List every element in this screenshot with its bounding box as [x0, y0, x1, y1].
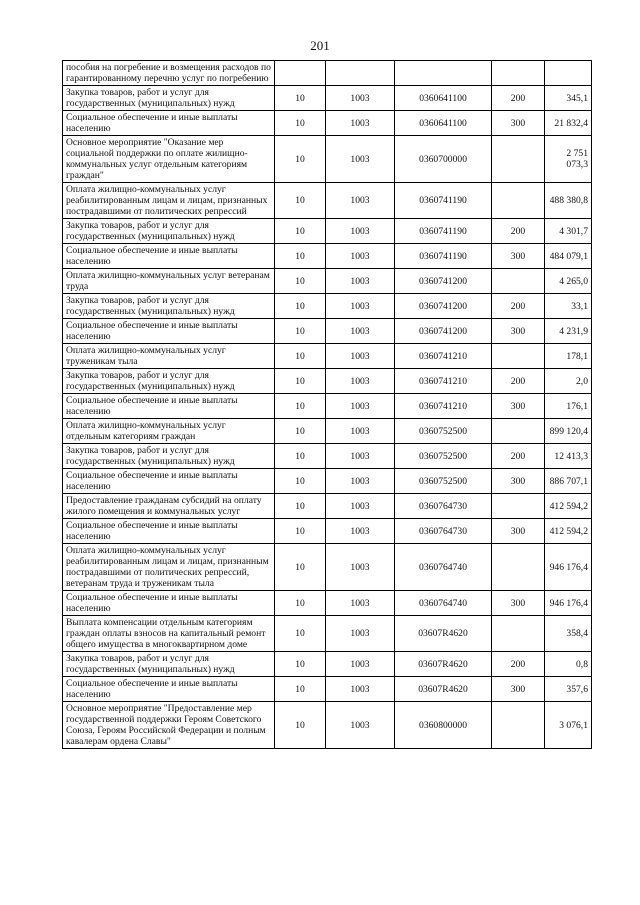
row-target-article-cell: 0360741190: [395, 219, 492, 244]
row-amount-cell: 4 265,0: [545, 269, 592, 294]
row-expense-type-cell: [492, 702, 545, 749]
row-amount-cell: 3 076,1: [545, 702, 592, 749]
row-name-cell: Закупка товаров, работ и услуг для государственных (муниципальных) нужд: [63, 369, 275, 394]
row-subsection-cell: 1003: [326, 394, 395, 419]
row-subsection-cell: 1003: [326, 469, 395, 494]
row-name-cell: Закупка товаров, работ и услуг для государственных (муниципальных) нужд: [63, 86, 275, 111]
row-section-cell: 10: [275, 444, 326, 469]
row-target-article-cell: 0360741190: [395, 244, 492, 269]
row-name-cell: Социальное обеспечение и иные выплаты населению: [63, 319, 275, 344]
row-section-cell: 10: [275, 244, 326, 269]
row-subsection-cell: 1003: [326, 344, 395, 369]
row-name-cell: Основное мероприятие "Оказание мер социальной поддержки по оплате жилищно-коммунальных услуг отдельным категориям граждан": [63, 136, 275, 183]
row-target-article-cell: 03607R4620: [395, 616, 492, 652]
row-section-cell: 10: [275, 394, 326, 419]
row-expense-type-cell: [492, 419, 545, 444]
row-section-cell: 10: [275, 652, 326, 677]
row-section-cell: 10: [275, 219, 326, 244]
row-target-article-cell: 0360752500: [395, 444, 492, 469]
row-name-cell: Закупка товаров, работ и услуг для государственных (муниципальных) нужд: [63, 219, 275, 244]
row-amount-cell: 176,1: [545, 394, 592, 419]
row-expense-type-cell: 200: [492, 444, 545, 469]
row-expense-type-cell: [492, 61, 545, 86]
row-section-cell: 10: [275, 269, 326, 294]
row-expense-type-cell: 300: [492, 677, 545, 702]
row-target-article-cell: 0360764730: [395, 494, 492, 519]
row-subsection-cell: 1003: [326, 616, 395, 652]
row-name-cell: Закупка товаров, работ и услуг для государственных (муниципальных) нужд: [63, 294, 275, 319]
row-expense-type-cell: 200: [492, 294, 545, 319]
table-row: [63, 183, 592, 219]
row-target-article-cell: [395, 61, 492, 86]
row-subsection-cell: 1003: [326, 294, 395, 319]
row-section-cell: 10: [275, 294, 326, 319]
row-subsection-cell: 1003: [326, 677, 395, 702]
table-row: [63, 544, 592, 591]
row-name-cell: Выплата компенсации отдельным категориям граждан оплаты взносов на капитальный ремонт общего имущества в многоквартирном доме: [63, 616, 275, 652]
row-target-article-cell: 0360641100: [395, 111, 492, 136]
table-row: [63, 394, 592, 419]
row-subsection-cell: 1003: [326, 369, 395, 394]
row-amount-cell: 899 120,4: [545, 419, 592, 444]
row-subsection-cell: 1003: [326, 444, 395, 469]
row-section-cell: 10: [275, 419, 326, 444]
row-amount-cell: 33,1: [545, 294, 592, 319]
row-name-cell: Оплата жилищно-коммунальных услуг труженикам тыла: [63, 344, 275, 369]
row-section-cell: 10: [275, 591, 326, 616]
row-expense-type-cell: [492, 136, 545, 183]
row-name-cell: Оплата жилищно-коммунальных услуг реабилитированным лицам и лицам, признанным пострадавшими от политических репрессий, ветеранам труда и труженикам тыла: [63, 544, 275, 591]
table-row: [63, 319, 592, 344]
row-name-cell: Социальное обеспечение и иные выплаты населению: [63, 469, 275, 494]
row-section-cell: 10: [275, 677, 326, 702]
row-section-cell: 10: [275, 494, 326, 519]
budget-table: [62, 60, 592, 749]
row-amount-cell: 178,1: [545, 344, 592, 369]
row-name-cell: Оплата жилищно-коммунальных услуг реабилитированным лицам и лицам, признанных пострадавшими от политических репрессий: [63, 183, 275, 219]
row-amount-cell: 886 707,1: [545, 469, 592, 494]
row-subsection-cell: 1003: [326, 319, 395, 344]
table-row: [63, 344, 592, 369]
row-target-article-cell: 0360641100: [395, 86, 492, 111]
row-target-article-cell: 0360741210: [395, 344, 492, 369]
row-amount-cell: [545, 61, 592, 86]
row-section-cell: 10: [275, 86, 326, 111]
row-section-cell: 10: [275, 111, 326, 136]
row-expense-type-cell: [492, 544, 545, 591]
row-subsection-cell: 1003: [326, 136, 395, 183]
row-expense-type-cell: [492, 269, 545, 294]
row-name-cell: Закупка товаров, работ и услуг для государственных (муниципальных) нужд: [63, 444, 275, 469]
row-subsection-cell: 1003: [326, 219, 395, 244]
row-amount-cell: 488 380,8: [545, 183, 592, 219]
table-row: [63, 369, 592, 394]
row-name-cell: Основное мероприятие "Предоставление мер государственной поддержки Героям Советского Союза, Героям Российской Федерации и полным кавалерам ордена Славы": [63, 702, 275, 749]
row-name-cell: Социальное обеспечение и иные выплаты населению: [63, 591, 275, 616]
table-row: [63, 494, 592, 519]
row-expense-type-cell: [492, 344, 545, 369]
row-subsection-cell: 1003: [326, 519, 395, 544]
row-target-article-cell: 03607R4620: [395, 677, 492, 702]
row-name-cell: Социальное обеспечение и иные выплаты населению: [63, 244, 275, 269]
table-row: [63, 652, 592, 677]
row-expense-type-cell: 200: [492, 219, 545, 244]
row-amount-cell: 21 832,4: [545, 111, 592, 136]
table-row: [63, 616, 592, 652]
table-row: [63, 419, 592, 444]
row-expense-type-cell: 300: [492, 591, 545, 616]
row-expense-type-cell: 200: [492, 86, 545, 111]
row-expense-type-cell: [492, 494, 545, 519]
row-expense-type-cell: 300: [492, 319, 545, 344]
row-section-cell: 10: [275, 616, 326, 652]
row-subsection-cell: 1003: [326, 86, 395, 111]
row-name-cell: Оплата жилищно-коммунальных услуг ветеранам труда: [63, 269, 275, 294]
row-expense-type-cell: 300: [492, 244, 545, 269]
row-amount-cell: 2 751 073,3: [545, 136, 592, 183]
row-amount-cell: 946 176,4: [545, 544, 592, 591]
page-number: 201: [310, 38, 330, 53]
row-section-cell: 10: [275, 544, 326, 591]
row-subsection-cell: [326, 61, 395, 86]
table-row: [63, 469, 592, 494]
row-subsection-cell: 1003: [326, 544, 395, 591]
row-section-cell: 10: [275, 319, 326, 344]
row-section-cell: [275, 61, 326, 86]
row-name-cell: Социальное обеспечение и иные выплаты населению: [63, 111, 275, 136]
table-row: [63, 86, 592, 111]
row-expense-type-cell: 300: [492, 111, 545, 136]
row-expense-type-cell: 200: [492, 652, 545, 677]
row-subsection-cell: 1003: [326, 419, 395, 444]
row-name-cell: Закупка товаров, работ и услуг для государственных (муниципальных) нужд: [63, 652, 275, 677]
row-amount-cell: 4 301,7: [545, 219, 592, 244]
table-row: [63, 702, 592, 749]
row-subsection-cell: 1003: [326, 183, 395, 219]
row-name-cell: Предоставление гражданам субсидий на оплату жилого помещения и коммунальных услуг: [63, 494, 275, 519]
row-amount-cell: 358,4: [545, 616, 592, 652]
table-row: [63, 111, 592, 136]
row-subsection-cell: 1003: [326, 111, 395, 136]
row-amount-cell: 357,6: [545, 677, 592, 702]
row-target-article-cell: 0360741210: [395, 394, 492, 419]
row-amount-cell: 12 413,3: [545, 444, 592, 469]
row-expense-type-cell: 200: [492, 369, 545, 394]
row-target-article-cell: 03607R4620: [395, 652, 492, 677]
row-target-article-cell: 0360741200: [395, 269, 492, 294]
row-section-cell: 10: [275, 183, 326, 219]
row-amount-cell: 484 079,1: [545, 244, 592, 269]
table-row: [63, 269, 592, 294]
row-amount-cell: 946 176,4: [545, 591, 592, 616]
row-target-article-cell: 0360741200: [395, 294, 492, 319]
row-section-cell: 10: [275, 519, 326, 544]
row-name-cell: Социальное обеспечение и иные выплаты населению: [63, 394, 275, 419]
budget-table-body: [63, 61, 592, 749]
row-amount-cell: 0,8: [545, 652, 592, 677]
row-target-article-cell: 0360700000: [395, 136, 492, 183]
row-expense-type-cell: [492, 616, 545, 652]
row-name-cell: Социальное обеспечение и иные выплаты населению: [63, 677, 275, 702]
row-subsection-cell: 1003: [326, 269, 395, 294]
row-target-article-cell: 0360741200: [395, 319, 492, 344]
row-section-cell: 10: [275, 469, 326, 494]
row-target-article-cell: 0360752500: [395, 469, 492, 494]
row-amount-cell: 412 594,2: [545, 494, 592, 519]
table-row: [63, 591, 592, 616]
row-expense-type-cell: 300: [492, 519, 545, 544]
table-row: [63, 677, 592, 702]
row-target-article-cell: 0360764740: [395, 591, 492, 616]
row-section-cell: 10: [275, 702, 326, 749]
row-name-cell: пособия на погребение и возмещения расходов по гарантированному перечню услуг по погребению: [63, 61, 275, 86]
row-amount-cell: 345,1: [545, 86, 592, 111]
row-subsection-cell: 1003: [326, 244, 395, 269]
table-row: [63, 519, 592, 544]
table-row: [63, 244, 592, 269]
row-expense-type-cell: 300: [492, 394, 545, 419]
row-amount-cell: 2,0: [545, 369, 592, 394]
row-target-article-cell: 0360764730: [395, 519, 492, 544]
row-section-cell: 10: [275, 344, 326, 369]
table-row: [63, 444, 592, 469]
row-amount-cell: 4 231,9: [545, 319, 592, 344]
row-target-article-cell: 0360764740: [395, 544, 492, 591]
row-subsection-cell: 1003: [326, 652, 395, 677]
row-subsection-cell: 1003: [326, 494, 395, 519]
row-target-article-cell: 0360741190: [395, 183, 492, 219]
table-row: [63, 61, 592, 86]
row-target-article-cell: 0360800000: [395, 702, 492, 749]
row-expense-type-cell: [492, 183, 545, 219]
row-subsection-cell: 1003: [326, 702, 395, 749]
row-subsection-cell: 1003: [326, 591, 395, 616]
row-target-article-cell: 0360752500: [395, 419, 492, 444]
row-expense-type-cell: 300: [492, 469, 545, 494]
row-section-cell: 10: [275, 369, 326, 394]
row-name-cell: Оплата жилищно-коммунальных услуг отдельным категориям граждан: [63, 419, 275, 444]
row-amount-cell: 412 594,2: [545, 519, 592, 544]
row-target-article-cell: 0360741210: [395, 369, 492, 394]
table-row: [63, 294, 592, 319]
table-row: [63, 219, 592, 244]
row-name-cell: Социальное обеспечение и иные выплаты населению: [63, 519, 275, 544]
row-section-cell: 10: [275, 136, 326, 183]
table-row: [63, 136, 592, 183]
